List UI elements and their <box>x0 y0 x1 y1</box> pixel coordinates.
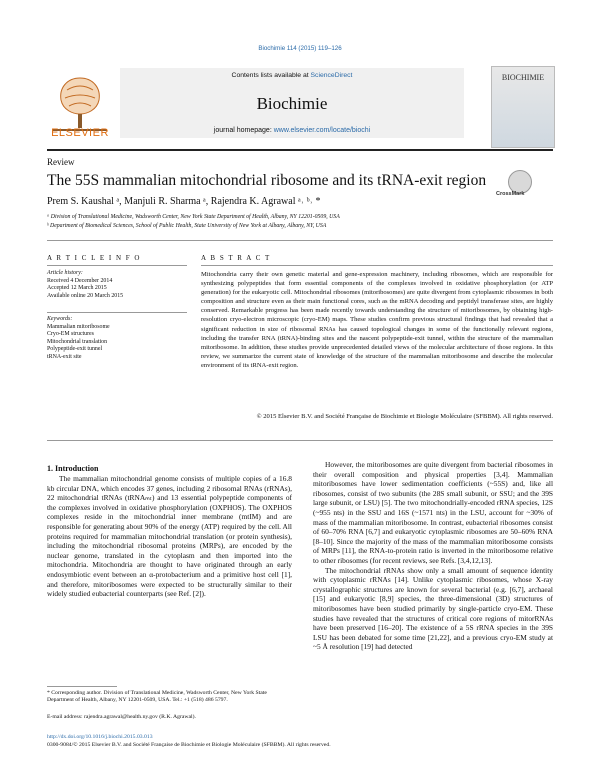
history-accepted: Accepted 12 March 2015 <box>47 285 107 292</box>
affil-rule <box>47 240 553 241</box>
elsevier-wordmark: ELSEVIER <box>51 127 109 139</box>
abstract-rule <box>201 265 553 266</box>
abstract-text: Mitochondria carry their own genetic material and gene-expression machinery, including ribosomes, which are responsible for synthesizing polypeptides that form essential components of the complexes involved in oxidative phosphorylation (or ATP generation) for the eukaryotic cell. Mitochondrial ribosomes (mitoribosomes) are quite divergent from cytoplasmic ribosomes in both composition and structure even as their main functional cores, such as the mRNA decoding and peptidyl transferase sites, are highly conserved. Remarkable progress has been made recently towards understanding the structure of mitoribosomes, by obtaining high-resolution cryo-electron microscopic (cryo-EM) maps. These studies confirm previous structural findings that had revealed that a significant reduction in size of ribosomal RNAs has caused topological changes in some of the functionally relevant regions, including the transfer RNA (tRNA)-binding sites and the nascent polypeptide-exit tunnel, within the structure of the mammalian mitoribosome. In addition, these studies provide unprecedented detailed views of the molecular architecture of those regions. In this review, we summarize the current state of knowledge of the structure of the mammalian mitoribosome and describe the molecular environment of its tRNA-exit region. <box>201 271 553 369</box>
contents-line <box>120 72 464 79</box>
journal-homepage <box>120 127 464 134</box>
homepage-link[interactable]: www.elsevier.com/locate/biochi <box>273 127 371 134</box>
intro-column-1: The mammalian mitochondrial genome consists of multiple copies of a 16.8 kb circular DNA, which encodes 37 genes, including 2 ribosomal RNAs (rRNAs), 22 mitochondrial tRNAs (tRNAₘₜ) and 13 essential polypeptide components of the complexes involved in oxidative phosphorylation (OXPHOS). The OXPHOS complexes reside in the mitochondrial inner membrane (mtIM) and are responsible for generating about 90% of the energy (ATP) required by the cell. All proteins required for mammalian mitochondrial translation (or protein synthesis), including the mitochondrial ribosomal proteins (MRPs), are encoded by the nuclear genome, translated in the cytoplasm and then imported into the mitochondria. Mitochondria are thought to have originated through an early endosymbiotic event between an α-protobacterium and a primitive host cell [1], and therefore, mitoribosomes were expected to be structurally similar to their widely studied eubacterial counterparts (see Ref. [2]). <box>47 474 292 599</box>
journal-cover-thumbnail <box>491 66 555 148</box>
history-online: Available online 20 March 2015 <box>47 292 124 299</box>
article-info-heading: A R T I C L E I N F O <box>47 254 141 262</box>
doi-link[interactable]: http://dx.doi.org/10.1016/j.biochi.2015.03.013 <box>47 734 153 740</box>
abstract-bottom-rule <box>47 440 553 441</box>
affiliation-b: ᵇ Department of Biomedical Sciences, School of Public Health, State University of New York at Albany, Albany, NY, USA <box>47 223 327 229</box>
keywords-list <box>47 316 110 362</box>
elsevier-tree-logo <box>47 70 113 134</box>
email-note[interactable]: E-mail address: rajendra.agrawal@health.ny.gov (R.K. Agrawal). <box>47 714 196 720</box>
intro-paragraph: The mitochondrial rRNAs show only a small amount of sequence identity with cytoplasmic rRNAs [14]. Unlike cytoplasmic ribosomes, whose X-ray crystallographic structures are known for several bacterial (e.g. [6,7], archaeal [15] and eukaryotic [8,9] species, the three-dimensional (3D) structures of mitoribosomes have been studied primarily by single-particle cryo-EM. These studies have revealed that the structures of critical core regions of mitorRNAs have been preserved [16–20]. The existence of a 5S rRNA species in the 39S LSU has been debated for some time [21,22], and a previous cryo-EM study at ~5 Å resolution [19] had detected <box>313 565 553 652</box>
article-info-rule <box>47 265 187 266</box>
journal-title: Biochimie <box>256 94 328 113</box>
homepage-label: journal homepage: <box>213 127 274 134</box>
affiliation-a: ᵃ Division of Translational Medicine, Wadsworth Center, New York State Department of Health, Albany, NY 12201-0509, USA <box>47 214 340 220</box>
intro-column-2 <box>313 460 553 652</box>
corresponding-author-note: * Corresponding author. Division of Translational Medicine, Wadsworth Center, New York State Department of Health, Albany, NY 12201-0509, USA. Tel.: +1 (518) 486 5797. <box>47 690 267 704</box>
keywords-label: Keywords: <box>47 316 73 322</box>
author-list: Prem S. Kaushal ᵃ, Manjuli R. Sharma ᵃ, Rajendra K. Agrawal ᵃ˒ ᵇ˒ * <box>47 196 321 207</box>
article-title: The 55S mammalian mitochondrial ribosome and its tRNA-exit region <box>47 172 487 189</box>
footnote-rule <box>47 686 117 687</box>
page-footer <box>47 734 331 749</box>
history-label: Article history: <box>47 270 83 276</box>
introduction-heading: 1. Introduction <box>47 464 99 473</box>
abstract-copyright: © 2015 Elsevier B.V. and Société Française de Biochimie et Biologie Moléculaire (SFBBM). All rights reserved. <box>256 413 553 420</box>
abstract-heading: A B S T R A C T <box>201 254 271 262</box>
intro-paragraph: However, the mitoribosomes are quite divergent from bacterial ribosomes in their overall composition and physical properties [3,4]. Mammalian mitoribosomes have lower sedimentation coefficients (~55S) and, like all ribosomes, consist of two subunits (the 28S small subunit, or SSU; and the 39S large subunit, or LSU) [5]. The two mitochondrially-encoded rRNA species, 12S (~955 nts) in the SSU and 16S (~1571 nts) in the LSU, account for ~30% of mass of the mammalian mitoribosome. In contrast, eubacterial ribosomes consist of 60–70% RNA [6,7] and eukaryotic cytoplasmic ribosomes are 50–60% RNA [8–10]. Since the majority of the mass of the mammalian mitoribosome consists of MRPs [11], the RNA-to-protein ratio is inverted in the mitoribosome relative to other ribosomes (for recent reviews, see Refs. [3,4,12,13]. <box>313 460 553 565</box>
keyword-item: Mitochondrial translation <box>47 338 108 345</box>
issn-line: 0300-9084/© 2015 Elsevier B.V. and Société Française de Biochimie et Biologie Moléculaire (SFBBM). All rights reserved. <box>47 741 331 748</box>
article-history <box>47 270 123 300</box>
keyword-item: Polypeptide-exit tunnel <box>47 346 103 353</box>
header-rule <box>47 149 553 151</box>
history-received: Received 4 December 2014 <box>47 277 113 284</box>
cover-title: BIOCHIMIE <box>501 73 545 82</box>
article-type: Review <box>47 157 75 167</box>
contents-prefix: Contents lists available at <box>231 72 311 79</box>
crossmark-label[interactable]: CrossMark <box>496 191 525 197</box>
keywords-rule <box>47 312 187 313</box>
keyword-item: tRNA-exit site <box>47 353 82 360</box>
keyword-item: Cryo-EM structures <box>47 331 94 338</box>
journal-citation[interactable]: Biochimie 114 (2015) 119–126 <box>258 45 342 52</box>
sciencedirect-link[interactable]: ScienceDirect <box>310 72 353 79</box>
keyword-item: Mammalian mitoribosome <box>47 323 110 330</box>
